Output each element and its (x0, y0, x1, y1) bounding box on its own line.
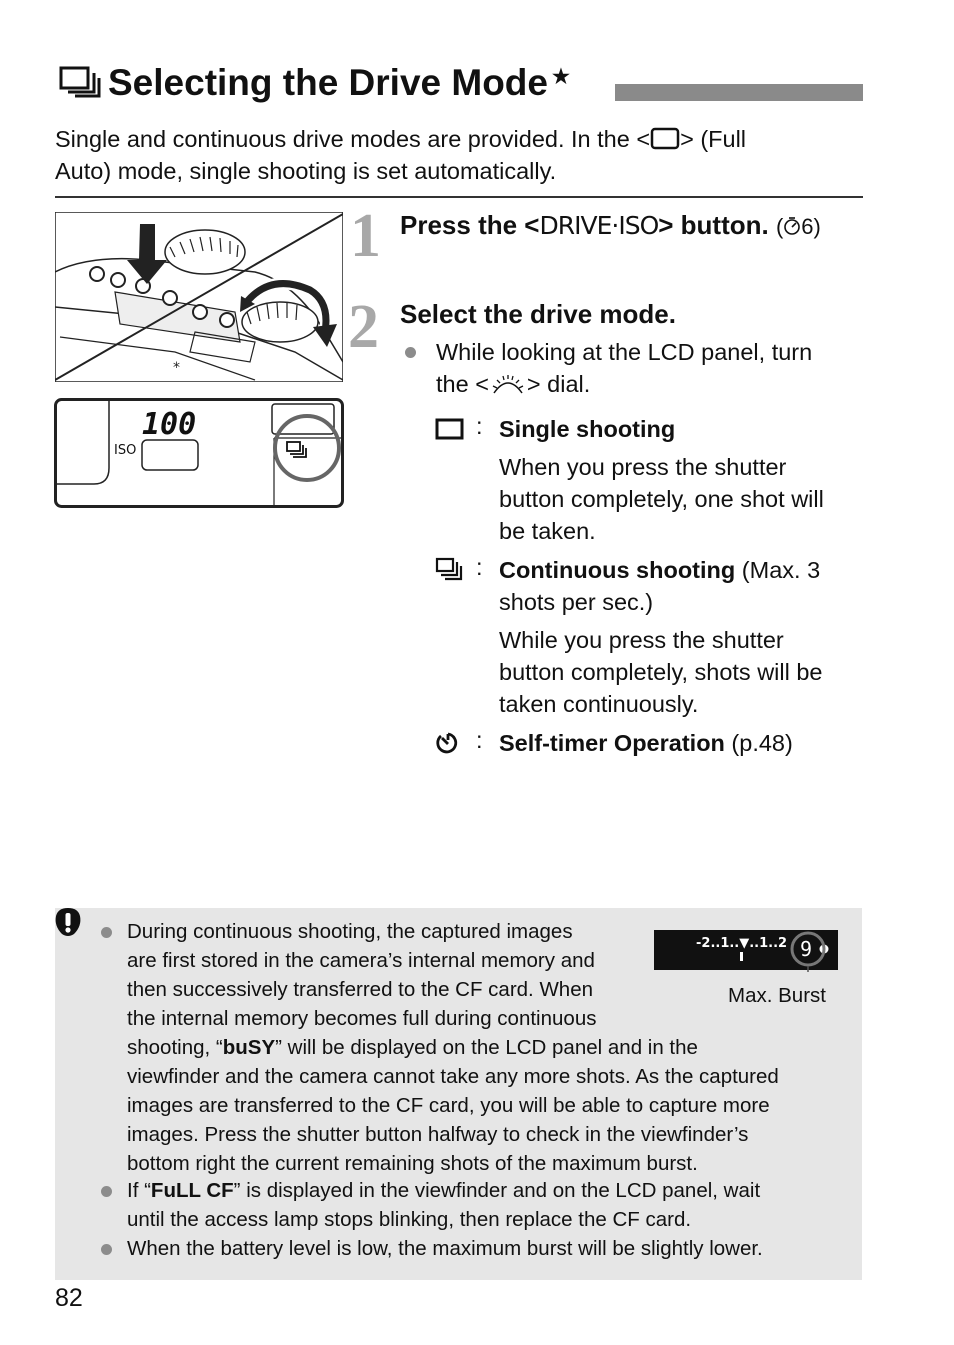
burst-count: 9 (800, 937, 813, 961)
caution-line: shooting, “ (127, 1036, 223, 1059)
desc-line: taken continuously. (499, 691, 699, 717)
bullet-dot (101, 927, 112, 938)
mode-continuous-name: Continuous shooting (499, 557, 736, 583)
caution-line: During continuous shooting, the captured images (127, 920, 573, 943)
max-burst-label: Max. Burst (728, 984, 826, 1007)
caution-line: images. Press the shutter button halfway to check in the viewfinder’s (127, 1123, 749, 1146)
ref-num: 6 (801, 214, 814, 239)
continuous-shooting-icon (435, 557, 465, 583)
caution-line: the internal memory becomes full during continuous (127, 1007, 597, 1030)
step-2-number: 2 (348, 293, 379, 361)
step-2-line1: While looking at the LCD panel, turn (436, 339, 813, 365)
mode-colon: : (476, 727, 483, 753)
caution-bullet-3: When the battery level is low, the maximum burst will be slightly lower. (127, 1237, 763, 1260)
step-2-line2b: > dial. (526, 371, 591, 397)
step-1-number: 1 (350, 202, 381, 270)
page-title (58, 62, 570, 104)
advanced-star-icon: ★ (552, 66, 570, 88)
section-divider (55, 196, 863, 198)
page-number: 82 (55, 1284, 83, 1312)
lcd-iso-value: 100 (142, 407, 197, 442)
timer-icon (783, 216, 801, 236)
desc-line: button completely, shots will be (499, 659, 823, 685)
single-shooting-icon (435, 417, 465, 443)
drive-iso-button-label: DRIVE·ISO (539, 211, 659, 240)
step-1-title (400, 210, 821, 241)
ref-open: ( (775, 214, 784, 239)
continuous-shooting-icon (58, 65, 104, 99)
mode-single-name: Single shooting (499, 416, 676, 442)
step-2-title: Select the drive mode. (400, 299, 676, 329)
mode-colon: : (476, 413, 483, 439)
desc-line: button completely, one shot will (499, 486, 824, 512)
desc-line: When you press the shutter (499, 454, 787, 480)
camera-top-illustration (55, 212, 343, 382)
lcd-iso-label: ISO (114, 443, 137, 458)
lcd-panel-illustration (54, 398, 344, 508)
caution-line: bottom right the current remaining shots of the maximum burst. (127, 1152, 698, 1175)
mode-continuous-title (499, 554, 869, 618)
step-1-timer-ref (776, 214, 821, 239)
busy-text: buSY (222, 1036, 276, 1059)
bullet-dot (405, 347, 416, 358)
step-1-title-a: Press the < (400, 210, 540, 240)
main-dial-icon (489, 371, 527, 395)
caution-bullet-2 (127, 1176, 847, 1234)
ref-close: ) (813, 214, 821, 239)
caution-line: are first stored in the camera’s internal memory and (127, 949, 595, 972)
desc-line: be taken. (499, 518, 596, 544)
caution-line: then successively transferred to the CF card. When (127, 978, 594, 1001)
intro-paragraph (55, 123, 855, 187)
caution-bullet-1 (127, 917, 847, 1178)
caution-icon (52, 906, 84, 938)
caution-line: until the access lamp stops blinking, then replace the CF card. (127, 1208, 692, 1231)
full-cf-text: FuLL CF (150, 1179, 234, 1202)
exposure-scale: -2..1..▼..1..2 (696, 936, 788, 951)
mode-continuous-desc (499, 624, 869, 720)
mode-single-desc (499, 451, 869, 547)
mode-colon: : (476, 554, 483, 580)
step-2-instruction (436, 336, 866, 400)
intro-text-a: Single and continuous drive modes are provided. In the < (55, 126, 651, 152)
bullet-dot (101, 1186, 112, 1197)
svg-text:*: * (173, 360, 180, 376)
caution-line: ” will be displayed on the LCD panel and in the (275, 1036, 698, 1059)
caution-line: images are transferred to the CF card, you will be able to capture more (127, 1094, 770, 1117)
desc-line: While you press the shutter (499, 627, 784, 653)
step-2-line2a: the < (436, 371, 489, 397)
caution-line: viewfinder and the camera cannot take any more shots. As the captured (127, 1065, 779, 1088)
mode-continuous-extra2: shots per sec.) (499, 589, 654, 615)
intro-text-c: Auto) mode, single shooting is set automatically. (55, 158, 557, 184)
bullet-dot (101, 1244, 112, 1255)
mode-selftimer-name: Self-timer Operation (499, 730, 725, 756)
caution-line: ” is displayed in the viewfinder and on the LCD panel, wait (233, 1179, 761, 1202)
title-decoration-bar (615, 84, 863, 101)
step-1-title-b: > button. (658, 210, 769, 240)
title-text: Selecting the Drive Mode (108, 62, 548, 103)
mode-selftimer-title (499, 727, 793, 759)
intro-text-b: > (Full (680, 126, 747, 152)
full-auto-icon (650, 127, 680, 151)
self-timer-icon (433, 730, 463, 756)
mode-selftimer-ref: (p.48) (724, 730, 793, 756)
mode-continuous-extra1: (Max. 3 (735, 557, 821, 583)
caution-line: If “ (127, 1179, 151, 1202)
